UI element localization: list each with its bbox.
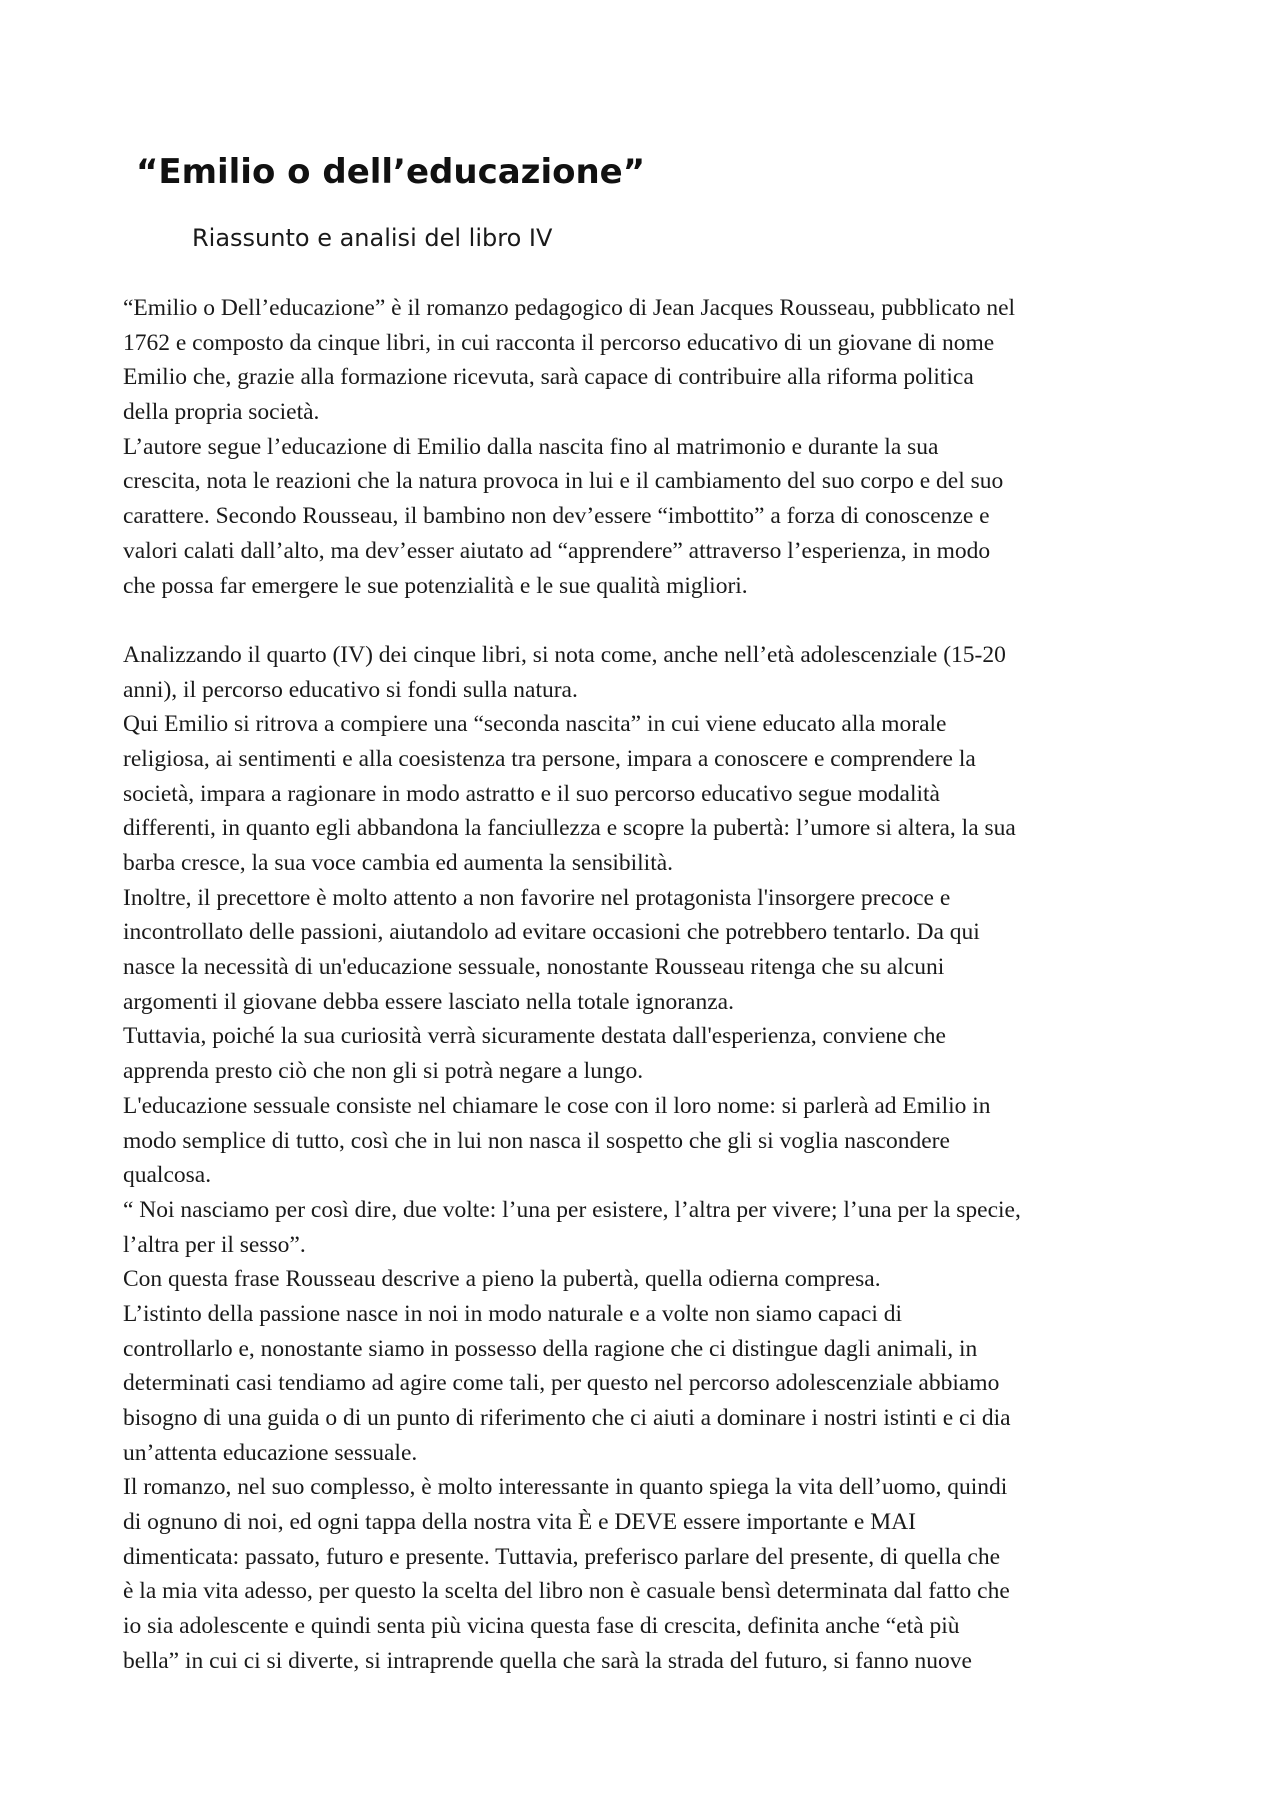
- body-line: Qui Emilio si ritrova a compiere una “seconda nascita” in cui viene educato alla morale: [123, 711, 947, 738]
- body-line: argomenti il giovane debba essere lasciato nella totale ignoranza.: [123, 988, 734, 1015]
- body-line: io sia adolescente e quindi senta più vicina questa fase di crescita, definita anche “età più: [123, 1613, 960, 1640]
- body-line: qualcosa.: [123, 1162, 212, 1189]
- body-line: Analizzando il quarto (IV) dei cinque libri, si nota come, anche nell’età adolescenziale (15-20: [123, 641, 1006, 668]
- body-line: società, impara a ragionare in modo astratto e il suo percorso educativo segue modalità: [123, 780, 940, 807]
- body-line: “ Noi nasciamo per così dire, due volte: l’una per esistere, l’altra per vivere; l’una per la specie,: [123, 1196, 1021, 1223]
- body-line: “Emilio o Dell’educazione” è il romanzo pedagogico di Jean Jacques Rousseau, pubblicato nel: [123, 295, 1016, 321]
- document-subtitle: Riassunto e analisi del libro IV: [192, 224, 553, 252]
- body-line: anni), il percorso educativo si fondi sulla natura.: [123, 676, 578, 703]
- body-line: Il romanzo, nel suo complesso, è molto interessante in quanto spiega la vita dell’uomo, quindi: [123, 1474, 1008, 1501]
- document-title: “Emilio o dell’educazione”: [136, 152, 646, 192]
- body-line: un’attenta educazione sessuale.: [123, 1439, 418, 1466]
- body-line: 1762 e composto da cinque libri, in cui racconta il percorso educativo di un giovane di nome: [123, 329, 995, 356]
- body-line: nasce la necessità di un'educazione sessuale, nonostante Rousseau ritenga che su alcuni: [123, 954, 945, 981]
- body-line: è la mia vita adesso, per questo la scelta del libro non è casuale bensì determinata dal fatto che: [123, 1578, 1010, 1605]
- body-line: della propria società.: [123, 399, 320, 426]
- body-line: L’autore segue l’educazione di Emilio dalla nascita fino al matrimonio e durante la sua: [123, 433, 939, 460]
- body-line: valori calati dall’alto, ma dev’esser aiutato ad “apprendere” attraverso l’esperienza, in modo: [123, 537, 991, 564]
- body-line: controllarlo e, nonostante siamo in possesso della ragione che ci distingue dagli animali, in: [123, 1335, 978, 1362]
- body-line: incontrollato delle passioni, aiutandolo ad evitare occasioni che potrebbero tentarlo. Da qui: [123, 919, 980, 946]
- body-line: dimenticata: passato, futuro e presente. Tuttavia, preferisco parlare del presente, di quella che: [123, 1543, 1001, 1570]
- body-line: barba cresce, la sua voce cambia ed aumenta la sensibilità.: [123, 850, 674, 876]
- body-line: determinati casi tendiamo ad agire come tali, per questo nel percorso adolescenziale abbiamo: [123, 1370, 1000, 1397]
- body-line: differenti, in quanto egli abbandona la fanciullezza e scopre la pubertà: l’umore si altera, la sua: [123, 815, 1016, 842]
- paragraph-spacer: [123, 603, 1173, 638]
- body-line: L'educazione sessuale consiste nel chiamare le cose con il loro nome: si parlerà ad Emilio in: [123, 1092, 991, 1119]
- body-line: Tuttavia, poiché la sua curiosità verrà sicuramente destata dall'esperienza, conviene che: [123, 1023, 946, 1050]
- body-line: modo semplice di tutto, così che in lui non nasca il sospetto che gli si voglia nascondere: [123, 1127, 950, 1154]
- body-line: bisogno di una guida o di un punto di riferimento che ci aiuti a dominare i nostri istinti e ci dia: [123, 1405, 1011, 1431]
- document-body: [123, 291, 1173, 1679]
- body-line: di ognuno di noi, ed ogni tappa della nostra vita È e DEVE essere importante e MAI: [123, 1509, 916, 1536]
- body-line: l’altra per il sesso”.: [123, 1231, 306, 1258]
- body-line: che possa far emergere le sue potenzialità e le sue qualità migliori.: [123, 572, 748, 599]
- body-line: Emilio che, grazie alla formazione ricevuta, sarà capace di contribuire alla riforma politica: [123, 364, 974, 391]
- body-line: L’istinto della passione nasce in noi in modo naturale e a volte non siamo capaci di: [123, 1300, 902, 1327]
- body-line: bella” in cui ci si diverte, si intraprende quella che sarà la strada del futuro, si fanno nuove: [123, 1647, 972, 1674]
- body-line: religiosa, ai sentimenti e alla coesistenza tra persone, impara a conoscere e comprendere la: [123, 745, 976, 772]
- body-line: Inoltre, il precettore è molto attento a non favorire nel protagonista l'insorgere precoce e: [123, 884, 951, 911]
- body-line: Con questa frase Rousseau descrive a pieno la pubertà, quella odierna compresa.: [123, 1266, 881, 1293]
- body-line: carattere. Secondo Rousseau, il bambino non dev’essere “imbottito” a forza di conoscenze e: [123, 503, 990, 530]
- body-line: crescita, nota le reazioni che la natura provoca in lui e il cambiamento del suo corpo e del suo: [123, 468, 1004, 495]
- body-line: apprenda presto ciò che non gli si potrà negare a lungo.: [123, 1058, 644, 1085]
